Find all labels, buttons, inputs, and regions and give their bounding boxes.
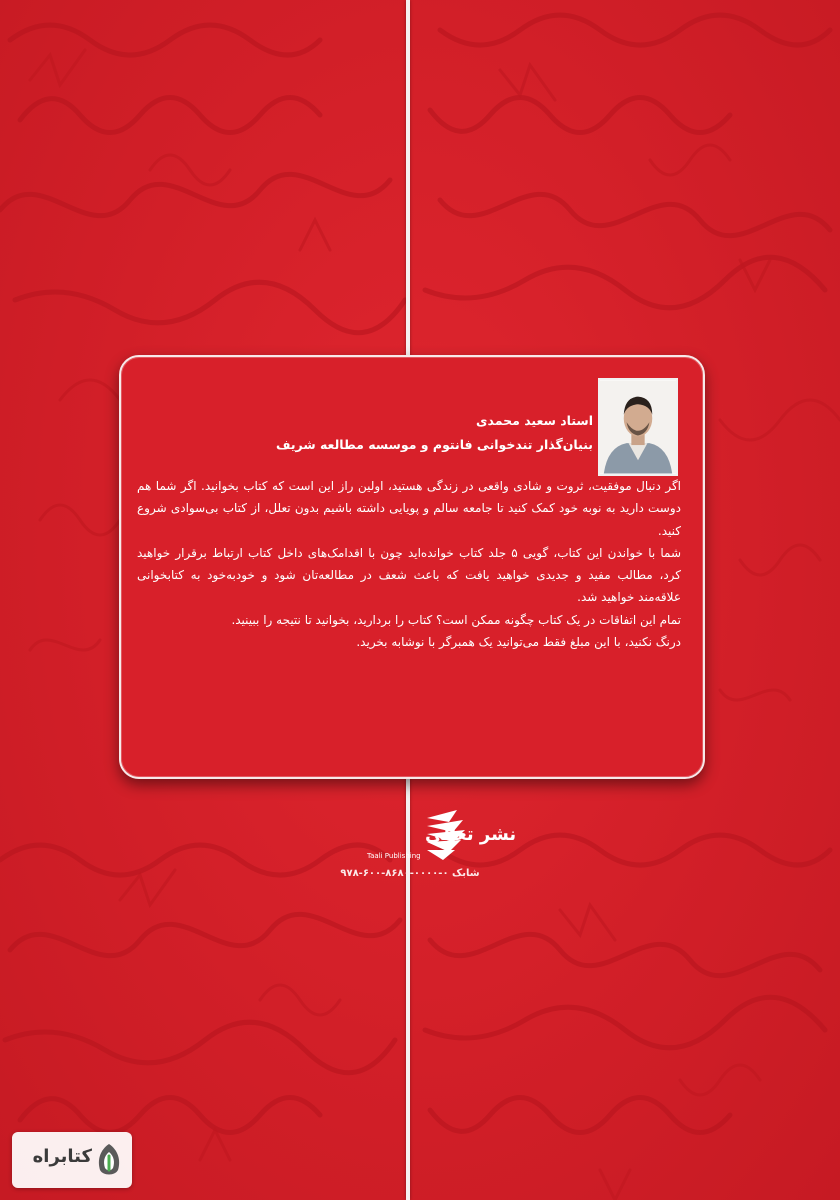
description-paragraph-3: تمام این اتفاقات در یک کتاب چگونه ممکن است؟ کتاب را بردارید، بخوانید تا نتیجه را ببینید. (231, 612, 681, 627)
ketabrah-logo-icon (94, 1142, 124, 1178)
description-paragraph-2: شما با خواندن این کتاب، گویی ۵ جلد کتاب خوانده‌اید چون با اقدامک‌های داخل کتاب ارتباط برقرار خواهید کرد، مطالب مفید و جدیدی خواهید یافت که باعث شعف در مطالعه‌تان شود و خودبه‌خود به کتابخوانی علاقه‌مند خواهید شد. (137, 545, 682, 605)
publisher-logo-subtext: Taali Publishing (367, 852, 421, 860)
author-portrait-image (600, 380, 676, 474)
publisher-logo-text: نشر تعالی (425, 824, 517, 845)
book-description (137, 475, 681, 653)
watermark-label: کتابراه (32, 1146, 92, 1167)
description-paragraph-1: اگر دنبال موفقیت، ثروت و شادی واقعی در زندگی هستید، اولین راز این است که کتاب بخوانید. اگر شما هم دوست دارید به نوبه خود کمک کنید تا جامعه سالم و پویایی داشته باشیم بدون تعلل، از کتاب بی‌سوادی شروع کنید. (137, 479, 681, 538)
watermark-badge (12, 1132, 132, 1188)
publisher-logo (345, 808, 517, 866)
author-description-panel (119, 355, 705, 779)
author-photo (598, 378, 678, 476)
isbn-number: شابک ۰-۰۰۰۰-۸۶۸۰-۶۰۰-۹۷۸ (340, 868, 480, 879)
description-paragraph-4: درنگ نکنید، با این مبلغ فقط می‌توانید یک همبرگر با نوشابه بخرید. (356, 635, 681, 650)
author-role: بنیان‌گذار تندخوانی فانتوم و موسسه مطالعه شریف (275, 437, 593, 452)
author-name: استاد سعید محمدی (476, 413, 593, 428)
